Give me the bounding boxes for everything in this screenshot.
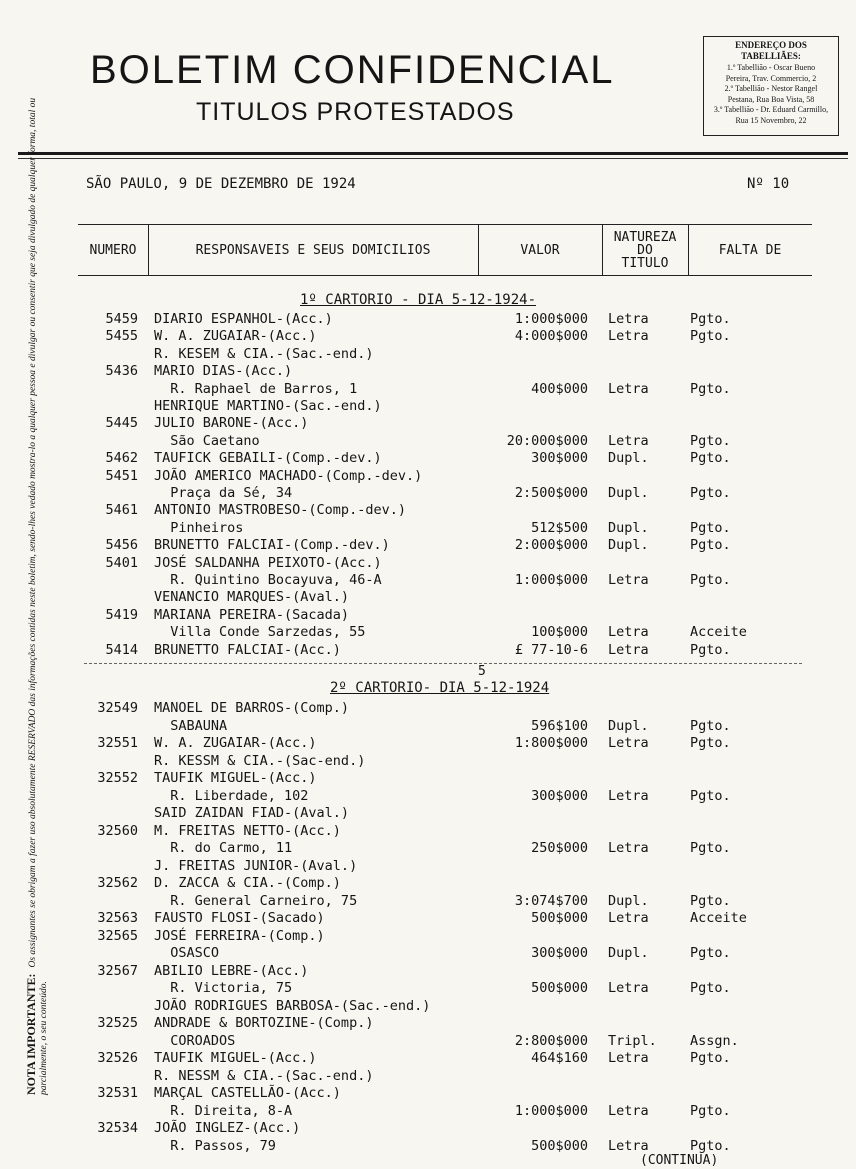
- entry-reason: Pgto.: [690, 892, 731, 909]
- entry-value: [452, 1068, 588, 1084]
- entry-number: [84, 945, 138, 961]
- entry-number: 32552: [97, 770, 138, 786]
- entry-value: 400$000: [531, 380, 588, 397]
- entry-description: BRUNETTO FALCIAI-(Acc.): [154, 641, 341, 658]
- entry-number: 32551: [97, 735, 138, 751]
- entry-description: São Caetano: [154, 432, 260, 449]
- section-title: 1º CARTORIO - DIA 5-12-1924-: [300, 292, 537, 308]
- entry-value: [452, 875, 588, 891]
- entry-reason: Pgto.: [690, 450, 731, 467]
- entry-description: DIARIO ESPANHOL-(Acc.): [154, 311, 333, 327]
- entry-description: MARIANA PEREIRA-(Sacada): [154, 606, 350, 623]
- entry-type: Letra: [608, 787, 649, 804]
- entry-reason: Pgto.: [690, 380, 731, 397]
- entry-number: [84, 485, 138, 501]
- entry-number: 32567: [97, 962, 138, 979]
- entry-reason: Pgto.: [690, 735, 731, 751]
- entry-description: R. KESSM & CIA.-(Sac-end.): [154, 752, 366, 769]
- entry-value: [452, 928, 588, 944]
- entry-number: [84, 1138, 138, 1154]
- entry-description: MARÇAL CASTELLÃO-(Acc.): [154, 1085, 341, 1101]
- entry-type: Letra: [608, 432, 649, 449]
- address-line: 2.º Tabellião - Nestor Rangel: [724, 84, 818, 93]
- entry-description: FAUSTO FLOSI-(Sacado): [154, 910, 325, 926]
- entry-number: 5461: [105, 502, 138, 519]
- side-note-text: Os assignantes se obrigam a fazer uso absolutamente RESERVADO das informações contidas neste boletim, sendo-lhes vedado mostra-lo a qualquer pessoa e divulgar ou consentir que seja divulgado de qualquer forma, total ou parcialmente, o seu conteúdo.: [28, 97, 49, 1095]
- col-natureza-line: DO: [637, 242, 653, 258]
- col-responsaveis: RESPONSAVEIS E SEUS DOMICILIOS: [148, 225, 479, 275]
- entry-number: 5451: [105, 467, 138, 484]
- entry-type: Dupl.: [608, 945, 649, 961]
- entry-number: [84, 805, 138, 821]
- entry-description: HENRIQUE MARTINO-(Sac.-end.): [154, 398, 382, 414]
- entry-description: W. A. ZUGAIAR-(Acc.): [154, 735, 317, 751]
- entry-value: 500$000: [531, 1137, 588, 1154]
- entry-type: Letra: [608, 910, 649, 926]
- continua-label: (CONTINUA): [640, 1153, 719, 1168]
- side-note-label: NOTA IMPORTANTE:: [24, 973, 38, 1095]
- entry-description: R. Victoria, 75: [154, 980, 293, 996]
- entry-number: 32531: [97, 1085, 138, 1101]
- entry-value: 300$000: [531, 945, 588, 961]
- entry-value: 1:000$000: [514, 311, 588, 327]
- col-natureza: [602, 225, 689, 275]
- entry-type: Letra: [608, 311, 649, 327]
- entry-value: [452, 415, 588, 431]
- entry-type: Letra: [608, 572, 649, 588]
- address-heading: ENDEREÇO DOS TABELLIÃES:: [735, 40, 807, 61]
- entry-description: COROADOS: [154, 1032, 236, 1049]
- entry-reason: Pgto.: [690, 328, 731, 345]
- entry-value: [452, 398, 588, 414]
- page-mark: 5: [478, 664, 486, 679]
- entry-description: R. Liberdade, 102: [154, 787, 309, 804]
- entry-description: R. Quintino Bocayuva, 46-A: [154, 572, 382, 588]
- entry-value: [452, 555, 588, 571]
- entry-description: JOSÉ SALDANHA PEIXOTO-(Acc.): [154, 554, 382, 571]
- entry-number: 5455: [105, 328, 138, 345]
- entry-description: R. NESSM & CIA.-(Sac.-end.): [154, 1067, 374, 1084]
- entry-number: [84, 433, 138, 449]
- entry-reason: Pgto.: [690, 717, 731, 734]
- entry-reason: Pgto.: [690, 945, 731, 961]
- entry-value: [452, 823, 588, 839]
- entry-number: [84, 381, 138, 397]
- entry-description: R. Passos, 79: [154, 1137, 276, 1154]
- entry-value: 300$000: [531, 450, 588, 467]
- entry-number: [84, 718, 138, 734]
- entry-number: [84, 1103, 138, 1119]
- entry-number: 32560: [97, 822, 138, 839]
- entry-value: [452, 607, 588, 623]
- entry-number: [84, 840, 138, 856]
- entry-reason: Pgto.: [690, 311, 731, 327]
- entry-value: 250$000: [531, 840, 588, 856]
- entry-value: £ 77-10-6: [514, 641, 588, 658]
- entry-description: R. General Carneiro, 75: [154, 892, 358, 909]
- entry-number: 5462: [105, 450, 138, 467]
- entry-number: 5414: [105, 641, 138, 658]
- entry-number: [84, 980, 138, 996]
- entry-reason: Pgto.: [690, 572, 731, 588]
- entry-value: 464$160: [531, 1050, 588, 1066]
- entry-description: MANOEL DE BARROS-(Comp.): [154, 700, 350, 716]
- header-rule: [18, 152, 848, 155]
- entry-description: JOÃO AMERICO MACHADO-(Comp.-dev.): [154, 467, 423, 484]
- entry-type: Letra: [608, 1102, 649, 1119]
- entry-type: Letra: [608, 624, 649, 641]
- entry-description: TAUFIK MIGUEL-(Acc.): [154, 770, 317, 786]
- entry-value: 300$000: [531, 787, 588, 804]
- entry-number: 32562: [97, 875, 138, 891]
- side-note: [26, 45, 50, 1095]
- entry-value: 2:800$000: [514, 1032, 588, 1049]
- entry-description: ABILIO LEBRE-(Acc.): [154, 962, 309, 979]
- entry-value: [452, 700, 588, 716]
- col-valor: VALOR: [478, 225, 603, 275]
- entry-value: 500$000: [531, 980, 588, 996]
- entry-number: [84, 520, 138, 536]
- entry-value: 1:000$000: [514, 572, 588, 588]
- entry-description: SAID ZAIDAN FIAD-(Aval.): [154, 805, 350, 821]
- entry-description: R. KESEM & CIA.-(Sac.-end.): [154, 345, 374, 362]
- entry-description: TAUFICK GEBAILI-(Comp.-dev.): [154, 450, 382, 467]
- entry-type: Dupl.: [608, 892, 649, 909]
- date-line: SÃO PAULO, 9 DE DEZEMBRO DE 1924: [86, 176, 356, 192]
- entry-value: 100$000: [531, 624, 588, 641]
- entry-number: 5445: [105, 415, 138, 432]
- entry-value: [452, 1085, 588, 1101]
- entry-value: [452, 1015, 588, 1031]
- entry-number: 32525: [97, 1015, 138, 1031]
- entry-type: Letra: [608, 980, 649, 996]
- entry-value: 20:000$000: [506, 432, 588, 449]
- entry-value: 2:500$000: [514, 485, 588, 501]
- entry-value: [452, 1120, 588, 1136]
- entry-type: Dupl.: [608, 519, 649, 536]
- entry-type: Letra: [608, 840, 649, 856]
- entry-number: [84, 1033, 138, 1049]
- col-falta: FALTA DE: [718, 242, 782, 258]
- address-line: Pestana, Rua Boa Vista, 58: [727, 94, 815, 104]
- entry-type: Letra: [608, 1137, 649, 1154]
- entry-type: Letra: [608, 735, 649, 751]
- entry-value: [452, 963, 588, 979]
- entry-description: ANTONIO MASTROBESO-(Comp.-dev.): [154, 502, 406, 519]
- entry-number: [84, 398, 138, 414]
- entry-value: [452, 346, 588, 362]
- entry-description: W. A. ZUGAIAR-(Acc.): [154, 328, 317, 345]
- entry-reason: Pgto.: [690, 485, 731, 501]
- entry-number: [84, 998, 138, 1014]
- entry-number: 5401: [105, 554, 138, 571]
- entry-description: M. FREITAS NETTO-(Acc.): [154, 822, 341, 839]
- entry-description: SABAUNA: [154, 717, 228, 734]
- address-line: 1.º Tabellião - Oscar Bueno: [726, 63, 816, 72]
- entry-description: Praça da Sé, 34: [154, 485, 293, 501]
- entry-reason: Pgto.: [690, 1102, 731, 1119]
- entry-description: JOSÉ FERREIRA-(Comp.): [154, 927, 325, 944]
- entry-value: [452, 468, 588, 484]
- entry-value: [452, 502, 588, 518]
- entry-description: D. ZACCA & CIA.-(Comp.): [154, 875, 341, 891]
- entry-value: [452, 770, 588, 786]
- entry-type: Dupl.: [608, 485, 649, 501]
- entry-number: [84, 858, 138, 874]
- col-numero: NUMERO: [78, 225, 149, 275]
- bulletin-title: BOLETIM CONFIDENCIAL: [90, 48, 615, 92]
- entry-value: [452, 805, 588, 821]
- entry-description: R. do Carmo, 11: [154, 840, 293, 856]
- entry-number: [84, 753, 138, 769]
- entry-reason: Assgn.: [690, 1032, 739, 1049]
- address-line: Pereira, Trav. Commercio, 2: [725, 73, 817, 83]
- section-title: 2º CARTORIO- DIA 5-12-1924: [330, 680, 550, 696]
- entry-number: [84, 624, 138, 640]
- entry-type: Dupl.: [608, 537, 649, 554]
- entry-value: 500$000: [531, 910, 588, 926]
- entry-number: 32565: [97, 927, 138, 944]
- entry-description: MARIO DIAS-(Acc.): [154, 363, 293, 380]
- entry-reason: Acceite: [690, 910, 747, 926]
- entry-value: 1:800$000: [514, 735, 588, 751]
- entry-reason: Pgto.: [690, 1050, 731, 1066]
- entry-description: R. Direita, 8-A: [154, 1102, 293, 1119]
- entry-number: 32563: [97, 910, 138, 926]
- entry-value: 1:000$000: [514, 1102, 588, 1119]
- entry-number: [84, 893, 138, 909]
- entry-type: Tripl.: [608, 1032, 657, 1049]
- entry-description: JULIO BARONE-(Acc.): [154, 415, 309, 432]
- entry-number: 32549: [97, 700, 138, 716]
- entry-description: ANDRADE & BORTOZINE-(Comp.): [154, 1015, 374, 1031]
- entry-reason: Pgto.: [690, 1137, 731, 1154]
- entry-description: JOÃO RODRIGUES BARBOSA-(Sac.-end.): [154, 997, 431, 1014]
- bulletin-number: Nº 10: [747, 176, 790, 192]
- entry-number: [84, 589, 138, 605]
- entry-value: [452, 589, 588, 605]
- address-line: 3.º Tabellião - Dr. Eduard Carmillo, Rua 15 Novembro, 22: [713, 105, 829, 125]
- entry-type: Letra: [608, 380, 649, 397]
- entry-description: TAUFIK MIGUEL-(Acc.): [154, 1050, 317, 1066]
- entry-value: [452, 753, 588, 769]
- entry-number: 32526: [97, 1050, 138, 1066]
- entry-number: [84, 1068, 138, 1084]
- entry-number: 5419: [105, 606, 138, 623]
- entry-number: 5436: [105, 363, 138, 380]
- entry-number: [84, 346, 138, 362]
- bulletin-subtitle: TITULOS PROTESTADOS: [196, 98, 515, 126]
- address-box: [703, 36, 839, 136]
- entry-number: 5459: [105, 311, 138, 327]
- entry-value: 596$100: [531, 717, 588, 734]
- entry-value: 3:074$700: [514, 892, 588, 909]
- table-header: [78, 224, 812, 276]
- entry-value: [452, 363, 588, 379]
- entry-type: Dupl.: [608, 450, 649, 467]
- entry-type: Letra: [608, 328, 649, 345]
- col-natureza-line: NATUREZA: [613, 229, 677, 245]
- entry-value: [452, 858, 588, 874]
- entry-value: 512$500: [531, 519, 588, 536]
- entry-number: 5456: [105, 537, 138, 554]
- entry-type: Dupl.: [608, 717, 649, 734]
- entry-type: Letra: [608, 1050, 649, 1066]
- entry-value: 4:000$000: [514, 328, 588, 345]
- entry-reason: Pgto.: [690, 840, 731, 856]
- header-rule-thin: [18, 158, 848, 159]
- entry-reason: Pgto.: [690, 432, 731, 449]
- entry-description: OSASCO: [154, 945, 220, 961]
- col-natureza-line: TITULO: [621, 255, 669, 271]
- entry-description: BRUNETTO FALCIAI-(Comp.-dev.): [154, 537, 390, 554]
- entry-description: Villa Conde Sarzedas, 55: [154, 624, 366, 641]
- section-divider: [84, 663, 802, 664]
- entry-value: [452, 998, 588, 1014]
- entry-value: 2:000$000: [514, 537, 588, 554]
- entry-number: [84, 788, 138, 804]
- entry-description: VENANCIO MARQUES-(Aval.): [154, 589, 350, 606]
- entry-type: Letra: [608, 641, 649, 658]
- entry-reason: Pgto.: [690, 641, 731, 658]
- entry-description: JOÃO INGLEZ-(Acc.): [154, 1120, 301, 1136]
- entry-description: Pinheiros: [154, 519, 244, 536]
- entry-reason: Acceite: [690, 624, 747, 641]
- entry-number: [84, 572, 138, 588]
- entry-number: 32534: [97, 1120, 138, 1136]
- entry-reason: Pgto.: [690, 537, 731, 554]
- entry-description: J. FREITAS JUNIOR-(Aval.): [154, 857, 358, 874]
- entry-reason: Pgto.: [690, 980, 731, 996]
- entry-description: R. Raphael de Barros, 1: [154, 380, 358, 397]
- entry-reason: Pgto.: [690, 519, 731, 536]
- entry-reason: Pgto.: [690, 787, 731, 804]
